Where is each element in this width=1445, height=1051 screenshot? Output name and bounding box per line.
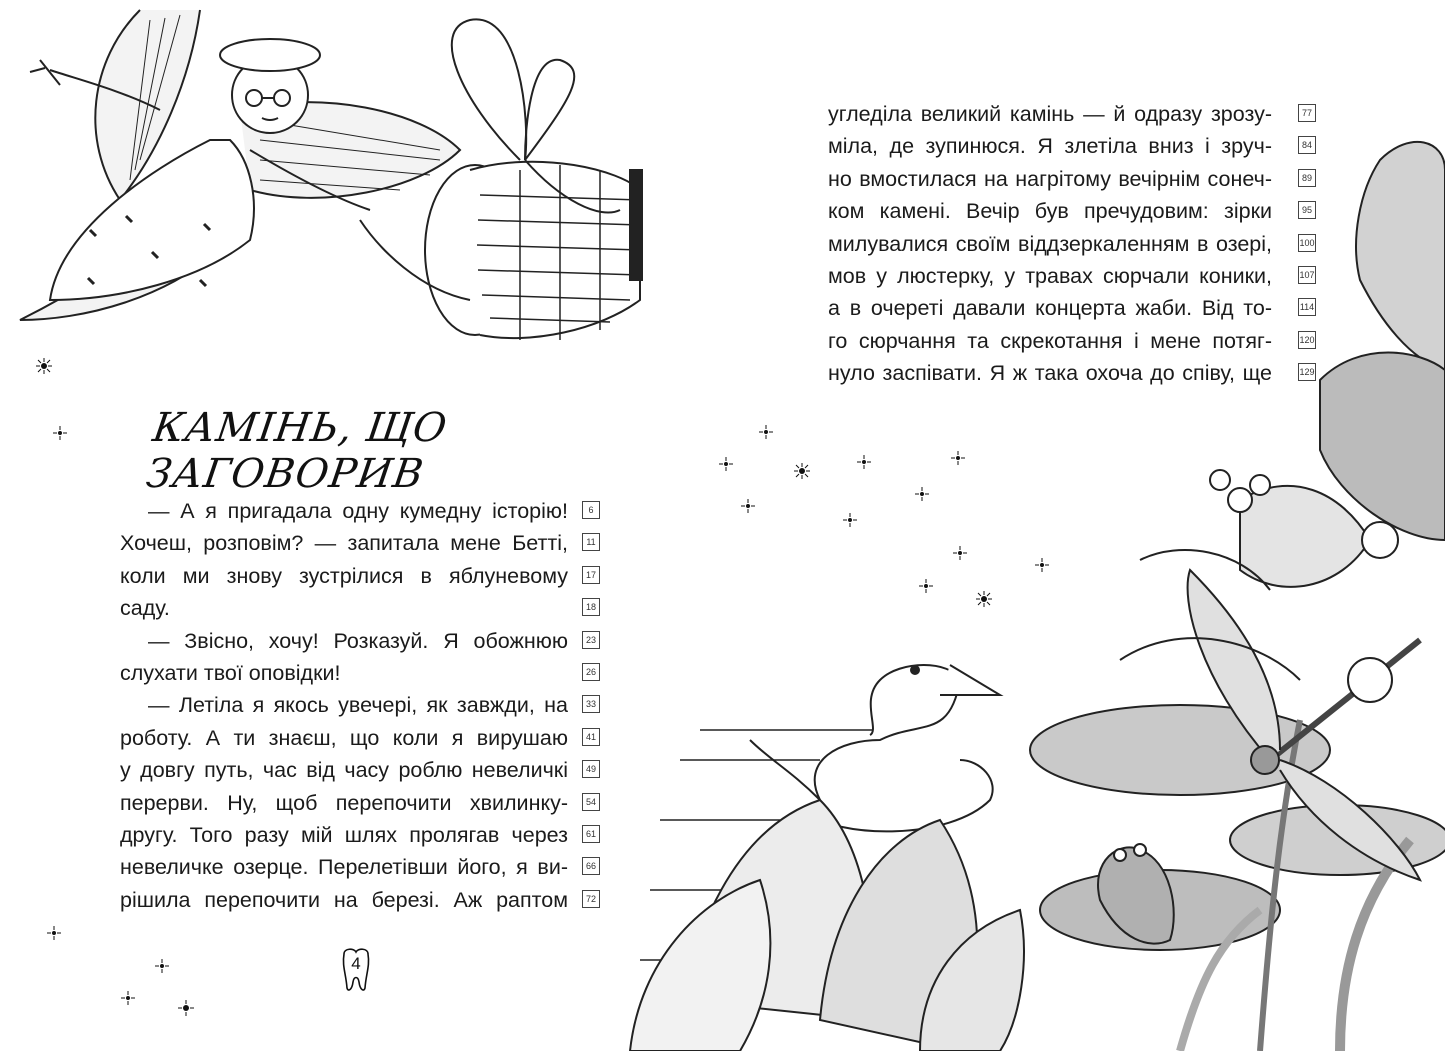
text-line-text: міла, де зупинюся. Я злетіла вниз і зруч- <box>828 134 1272 159</box>
text-line-text: Хочеш, розповім? — запитала мене Бетті, <box>120 531 568 556</box>
word-count-box: 26 <box>582 663 600 681</box>
text-line-text: но вмостилася на нагрітому вечірнім сонеч- <box>828 166 1272 191</box>
text-line-text: слухати твої оповідки! <box>120 660 341 685</box>
sparkle-icon <box>856 454 872 470</box>
text-line-text: саду. <box>120 596 170 621</box>
text-line <box>120 689 600 721</box>
text-line <box>120 722 600 754</box>
word-count-box: 72 <box>582 890 600 908</box>
text-line <box>828 130 1316 162</box>
text-line-text: другу. Того разу мій шлях пролягав через <box>120 822 568 847</box>
text-line <box>828 98 1316 130</box>
page-number <box>340 948 372 992</box>
text-line-text: — Звісно, хочу! Розказуй. Я обожнюю <box>148 628 568 653</box>
text-line-text: а в очереті давали концерта жаби. Від то- <box>828 296 1272 321</box>
word-count-box: 6 <box>582 501 600 519</box>
text-line <box>828 325 1316 357</box>
text-line-text: милувалися своїм віддзеркаленням в озері, <box>828 231 1272 256</box>
word-count-box: 66 <box>582 857 600 875</box>
text-line-text: го сюрчання та скрекотання і мене потяг- <box>828 328 1272 353</box>
chapter-title: КАМІНЬ, ЩО ЗАГОВОРИВ <box>143 405 451 497</box>
text-line <box>120 884 600 916</box>
text-line <box>120 754 600 786</box>
text-line-text: коли ми знову зустрілися в яблуневому <box>120 563 568 588</box>
sparkle-icon <box>1034 557 1050 573</box>
word-count-box: 49 <box>582 760 600 778</box>
text-line <box>120 560 600 592</box>
text-line <box>120 657 600 689</box>
fairy-with-basket-illustration <box>0 0 660 345</box>
word-count-box: 95 <box>1298 201 1316 219</box>
word-count-box: 84 <box>1298 136 1316 154</box>
text-line <box>120 592 600 624</box>
text-line <box>120 851 600 883</box>
sparkle-icon <box>976 591 992 607</box>
text-line-text: — Летіла я якось увечері, як завжди, на <box>148 693 568 718</box>
text-line <box>120 495 600 527</box>
text-line <box>120 819 600 851</box>
word-count-box: 41 <box>582 728 600 746</box>
sparkle-icon <box>718 456 734 472</box>
word-count-box: 23 <box>582 631 600 649</box>
word-count-box: 107 <box>1298 266 1316 284</box>
text-line-text: угледіла великий камінь — й одразу зрозу- <box>828 102 1272 126</box>
sparkle-icon <box>740 498 756 514</box>
text-line <box>828 260 1316 292</box>
left-text-column <box>120 495 600 916</box>
word-count-box: 100 <box>1298 234 1316 252</box>
word-count-box: 11 <box>582 533 600 551</box>
word-count-box: 89 <box>1298 169 1316 187</box>
text-line-text: ком камені. Вечір був пречудовим: зірки <box>828 199 1272 224</box>
sparkle-icon <box>758 424 774 440</box>
word-count-box: 120 <box>1298 331 1316 349</box>
sparkle-icon <box>120 990 136 1006</box>
sparkle-icon <box>914 486 930 502</box>
sparkle-icon <box>46 925 62 941</box>
text-line <box>828 292 1316 324</box>
text-line-text: перерви. Ну, щоб перепочити хвилинку- <box>120 790 568 815</box>
text-line <box>828 357 1316 389</box>
word-count-box: 77 <box>1298 104 1316 122</box>
word-count-box: 18 <box>582 598 600 616</box>
sparkle-icon <box>52 425 68 441</box>
text-line <box>828 195 1316 227</box>
word-count-box: 129 <box>1298 363 1316 381</box>
page-number-text: 4 <box>351 954 361 973</box>
sparkle-icon <box>794 463 810 479</box>
text-line-text: рішила перепочити на березі. Аж раптом <box>120 887 568 912</box>
sparkle-icon <box>918 578 934 594</box>
word-count-box: 54 <box>582 793 600 811</box>
sparkle-icon <box>178 1000 194 1016</box>
sparkle-icon <box>36 358 52 374</box>
sparkle-icon <box>952 545 968 561</box>
sparkle-icon <box>842 512 858 528</box>
text-line <box>828 228 1316 260</box>
text-line-text: нуло заспівати. Я ж така охоча до співу, ще <box>828 361 1272 386</box>
text-line-text: невеличке озерце. Перелетівши його, я ви- <box>120 855 568 880</box>
text-line-text: мов у люстерку, у травах сюрчали коники, <box>828 263 1272 288</box>
text-line <box>120 787 600 819</box>
text-line <box>828 163 1316 195</box>
word-count-box: 114 <box>1298 298 1316 316</box>
sparkle-icon <box>154 958 170 974</box>
text-line-text: роботу. А ти знаєш, що коли я вирушаю <box>120 725 568 750</box>
text-line-text: — А я пригадала одну кумедну історію! <box>148 499 568 523</box>
text-line-text: у довгу путь, час від часу роблю невеличкі <box>120 758 568 783</box>
text-line <box>120 625 600 657</box>
word-count-box: 61 <box>582 825 600 843</box>
right-text-column <box>828 98 1316 390</box>
sparkle-icon <box>950 450 966 466</box>
text-line <box>120 527 600 559</box>
word-count-box: 17 <box>582 566 600 584</box>
word-count-box: 33 <box>582 695 600 713</box>
